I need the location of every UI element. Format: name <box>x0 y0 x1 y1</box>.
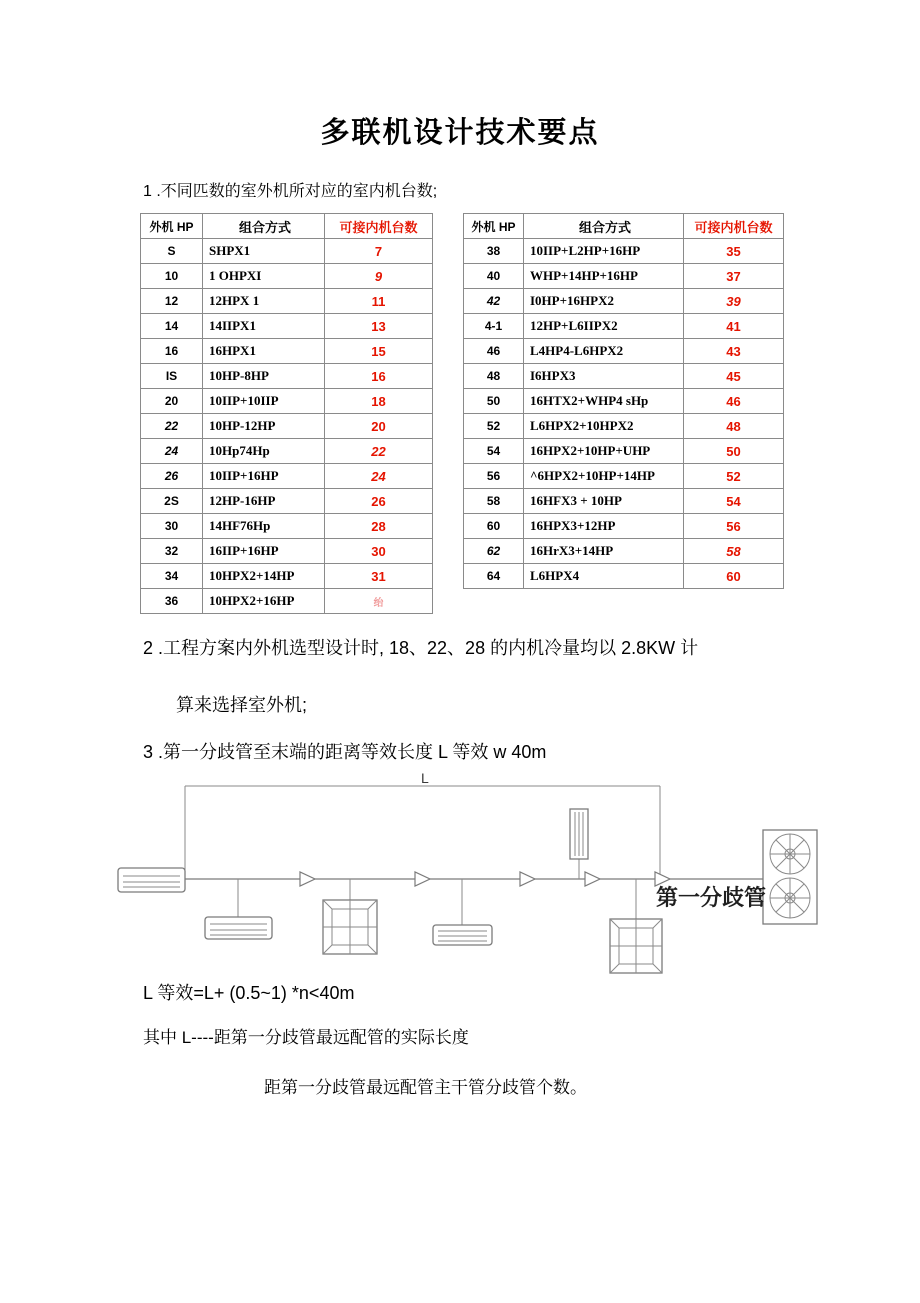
table-row <box>464 464 784 489</box>
combo-cell: 10HPX2+16HP <box>203 589 325 614</box>
hp-cell: 34 <box>141 564 203 589</box>
table-row <box>141 514 433 539</box>
combo-cell: 16IIP+16HP <box>203 539 325 564</box>
header-hp: 外机 HP <box>141 214 203 239</box>
count-cell: 46 <box>684 389 784 414</box>
count-cell: 30 <box>325 539 433 564</box>
hp-cell: S <box>141 239 203 264</box>
combo-cell: 10HP-8HP <box>203 364 325 389</box>
capacity-tables <box>140 213 784 614</box>
count-cell: 28 <box>325 514 433 539</box>
combo-cell: 16HPX1 <box>203 339 325 364</box>
combo-cell: 16HrX3+14HP <box>524 539 684 564</box>
combo-cell: 10IIP+L2HP+16HP <box>524 239 684 264</box>
hp-cell: 2S <box>141 489 203 514</box>
count-cell: 26 <box>325 489 433 514</box>
table-row <box>141 439 433 464</box>
hp-cell: 64 <box>464 564 524 589</box>
combo-cell: L4HP4-L6HPX2 <box>524 339 684 364</box>
count-cell: 58 <box>684 539 784 564</box>
count-cell: 13 <box>325 314 433 339</box>
combo-cell: 10Hp74Hp <box>203 439 325 464</box>
cassette-unit-icon <box>323 879 377 954</box>
section-2-text-line2: 算来选择室外机; <box>176 695 308 715</box>
count-cell: 11 <box>325 289 433 314</box>
combo-cell: I0HP+16HPX2 <box>524 289 684 314</box>
hp-cell: IS <box>141 364 203 389</box>
table-row <box>464 364 784 389</box>
table-row <box>464 389 784 414</box>
count-cell: 7 <box>325 239 433 264</box>
hp-cell: 26 <box>141 464 203 489</box>
count-cell: 52 <box>684 464 784 489</box>
hp-cell: 12 <box>141 289 203 314</box>
wall-unit-icon <box>433 879 492 945</box>
hp-cell: 16 <box>141 339 203 364</box>
combo-cell: L6HPX4 <box>524 564 684 589</box>
count-cell: 41 <box>684 314 784 339</box>
page-title: 多联机设计技术要点 <box>320 117 600 149</box>
note-branch-count: 距第一分歧管最远配管主干管分歧管个数。 <box>264 1078 587 1097</box>
count-cell: 43 <box>684 339 784 364</box>
table-row <box>141 414 433 439</box>
combo-cell: 16HPX2+10HP+UHP <box>524 439 684 464</box>
hp-cell: 40 <box>464 264 524 289</box>
combo-cell: I6HPX3 <box>524 364 684 389</box>
combo-cell: 16HFX3 + 10HP <box>524 489 684 514</box>
header-combo: 组合方式 <box>203 214 325 239</box>
count-cell: 31 <box>325 564 433 589</box>
table-row <box>464 489 784 514</box>
hp-cell: 32 <box>141 539 203 564</box>
hp-cell: 50 <box>464 389 524 414</box>
count-cell: 20 <box>325 414 433 439</box>
header-count: 可接内机台数 <box>325 214 433 239</box>
table-row <box>141 289 433 314</box>
hp-cell: 60 <box>464 514 524 539</box>
count-cell: 45 <box>684 364 784 389</box>
combo-cell: L6HPX2+10HPX2 <box>524 414 684 439</box>
table-row <box>464 264 784 289</box>
combo-cell: 12HP-16HP <box>203 489 325 514</box>
section-2-text-line1: 2 .工程方案内外机选型设计时, 18、22、28 的内机冷量均以 2.8KW 计 <box>143 638 699 658</box>
section-3-text: 3 .第一分歧管至末端的距离等效长度 L 等效 w 40m <box>143 742 547 762</box>
table-row <box>141 539 433 564</box>
hp-cell: 52 <box>464 414 524 439</box>
combo-cell: 10IIP+16HP <box>203 464 325 489</box>
table-row <box>141 239 433 264</box>
hp-cell: 30 <box>141 514 203 539</box>
piping-diagram <box>115 772 860 987</box>
count-cell: 15 <box>325 339 433 364</box>
capacity-table-left <box>140 213 433 614</box>
hp-cell: 46 <box>464 339 524 364</box>
table-row <box>464 539 784 564</box>
length-line <box>185 772 660 879</box>
equivalent-length-formula: L 等效=L+ (0.5~1) *n<40m <box>143 983 355 1003</box>
count-cell: 24 <box>325 464 433 489</box>
table-row <box>141 489 433 514</box>
table-row <box>141 314 433 339</box>
wall-unit-icon <box>205 879 272 939</box>
hp-cell: 4-1 <box>464 314 524 339</box>
table-row <box>464 414 784 439</box>
vertical-unit-icon <box>570 809 588 879</box>
capacity-table-right <box>463 213 784 589</box>
combo-cell: 1 OHPXI <box>203 264 325 289</box>
note-actual-length: 其中 L----距第一分歧管最远配管的实际长度 <box>143 1028 469 1047</box>
hp-cell: 58 <box>464 489 524 514</box>
table-row <box>141 589 433 614</box>
first-branch-label: 第一分歧管 <box>656 885 767 910</box>
length-label: L <box>421 772 429 786</box>
combo-cell: 12HP+L6IIPX2 <box>524 314 684 339</box>
count-cell: 37 <box>684 264 784 289</box>
hp-cell: 62 <box>464 539 524 564</box>
hp-cell: 24 <box>141 439 203 464</box>
hp-cell: 38 <box>464 239 524 264</box>
combo-cell: WHP+14HP+16HP <box>524 264 684 289</box>
combo-cell: ^6HPX2+10HP+14HP <box>524 464 684 489</box>
combo-cell: 10IIP+10IIP <box>203 389 325 414</box>
hp-cell: 14 <box>141 314 203 339</box>
combo-cell: 16HPX3+12HP <box>524 514 684 539</box>
count-cell: 35 <box>684 239 784 264</box>
header-combo: 组合方式 <box>524 214 684 239</box>
table-row <box>464 514 784 539</box>
combo-cell: 10HP-12HP <box>203 414 325 439</box>
count-cell: 22 <box>325 439 433 464</box>
header-hp: 外机 HP <box>464 214 524 239</box>
table-row <box>141 564 433 589</box>
table-row <box>141 264 433 289</box>
combo-cell: 12HPX 1 <box>203 289 325 314</box>
hp-cell: 54 <box>464 439 524 464</box>
count-cell: 39 <box>684 289 784 314</box>
header-count: 可接内机台数 <box>684 214 784 239</box>
table-row <box>141 389 433 414</box>
count-cell: 48 <box>684 414 784 439</box>
count-cell: 54 <box>684 489 784 514</box>
count-cell: 60 <box>684 564 784 589</box>
hp-cell: 20 <box>141 389 203 414</box>
outdoor-unit-icon <box>763 830 817 924</box>
combo-cell: 10HPX2+14HP <box>203 564 325 589</box>
count-cell: 9 <box>325 264 433 289</box>
piping-diagram-svg <box>115 772 860 987</box>
table-row <box>141 464 433 489</box>
hp-cell: 56 <box>464 464 524 489</box>
table-row <box>464 339 784 364</box>
combo-cell: 14HF76Hp <box>203 514 325 539</box>
cassette-unit-icon <box>610 879 662 973</box>
combo-cell: 14IIPX1 <box>203 314 325 339</box>
hp-cell: 36 <box>141 589 203 614</box>
table-row <box>464 564 784 589</box>
hp-cell: 42 <box>464 289 524 314</box>
hp-cell: 10 <box>141 264 203 289</box>
table-row <box>464 314 784 339</box>
hp-cell: 48 <box>464 364 524 389</box>
combo-cell: SHPX1 <box>203 239 325 264</box>
table-row <box>464 439 784 464</box>
count-cell: 18 <box>325 389 433 414</box>
table-row <box>464 289 784 314</box>
table-row <box>141 339 433 364</box>
table-row <box>464 239 784 264</box>
wall-unit-icon <box>118 868 185 892</box>
table-header-row <box>464 214 784 239</box>
table-row <box>141 364 433 389</box>
hp-cell: 22 <box>141 414 203 439</box>
section-1-text: 1 .不同匹数的室外机所对应的室内机台数; <box>143 183 438 200</box>
count-cell: 56 <box>684 514 784 539</box>
count-cell: 绐 <box>325 589 433 614</box>
combo-cell: 16HTX2+WHP4 sHp <box>524 389 684 414</box>
count-cell: 50 <box>684 439 784 464</box>
count-cell: 16 <box>325 364 433 389</box>
table-header-row <box>141 214 433 239</box>
